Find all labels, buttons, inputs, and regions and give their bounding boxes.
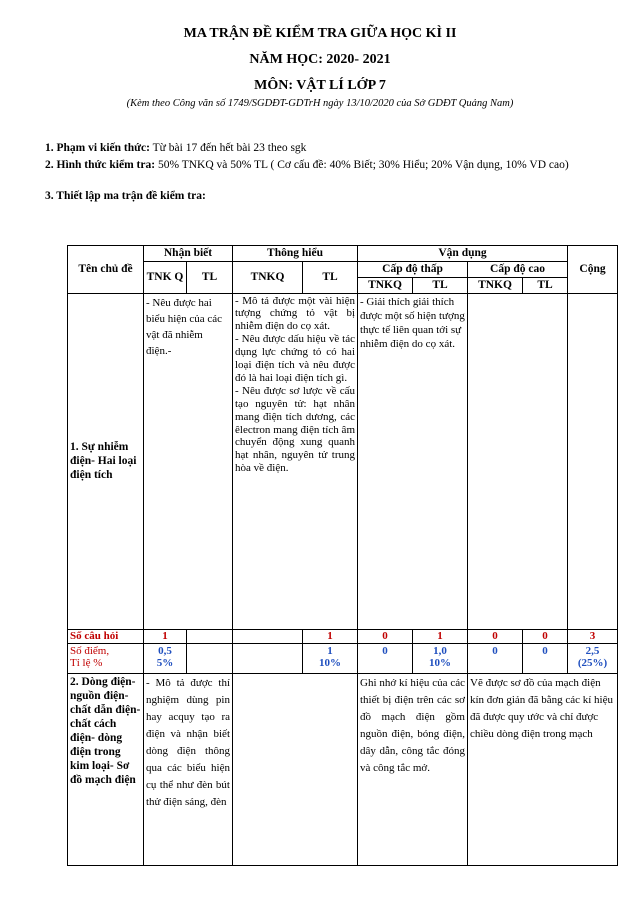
count-cell: 0 bbox=[468, 629, 523, 643]
count-row-label: Số câu hỏi bbox=[68, 629, 144, 643]
rate-value: 10% bbox=[319, 657, 341, 669]
topic-1-know: - Nêu được hai biểu hiện của các vật đã nhiễm điện.- bbox=[144, 293, 233, 629]
topic-1-understand: - Mô tả được một vài hiện tượng chứng tỏ vật bị nhiễm điện do cọ xát. - Nêu được dấu hiệu về tác dụng lực chứng tỏ có hai loại điện tích và nêu được đó là hai loại điện tích gì. - Nêu được sơ lược về cấu tạo nguyên tử: hạt nhân mang điện tích dương, các êlectron mang điện tích âm chuyển động xung quanh hạt nhân, nguyên tử trung hòa về điện. bbox=[233, 293, 358, 629]
topic-2: 2. Dòng điện-nguồn điện- chất dẫn điện- chất cách điện- dòng điện trong kim loại- Sơ đồ mạch điện bbox=[68, 673, 144, 865]
topic-2-understand bbox=[233, 673, 358, 865]
score-cell bbox=[187, 643, 233, 673]
count-cell: 0 bbox=[523, 629, 568, 643]
header-understand-tnkq: TNKQ bbox=[233, 262, 303, 294]
score-value: 0,5 bbox=[158, 644, 172, 657]
header-understand: Thông hiểu bbox=[233, 246, 358, 262]
rate-value: 5% bbox=[156, 657, 174, 669]
score-value: 0 bbox=[382, 644, 388, 657]
score-cell bbox=[144, 643, 187, 673]
section-2-label: 2. Hình thức kiểm tra: bbox=[45, 159, 156, 171]
section-2-text: 50% TNKQ và 50% TL ( Cơ cấu đề: 40% Biết; 30% Hiểu; 20% Vận dụng, 10% VD cao) bbox=[155, 159, 569, 171]
section-2 bbox=[45, 159, 620, 172]
header-apply: Vận dụng bbox=[358, 246, 568, 262]
score-cell bbox=[233, 643, 303, 673]
header-low-level: Cấp độ thấp bbox=[358, 262, 468, 278]
header-total: Cộng bbox=[568, 246, 618, 294]
topic-1-total bbox=[568, 293, 618, 629]
header-topic: Tên chủ đề bbox=[68, 246, 144, 294]
header-know: Nhận biết bbox=[144, 246, 233, 262]
score-cell bbox=[523, 643, 568, 673]
score-cell bbox=[568, 643, 618, 673]
count-cell: 1 bbox=[413, 629, 468, 643]
score-value: 1 bbox=[327, 644, 333, 657]
topic-2-know: - Mô tả được thí nghiệm dùng pin hay acquy tạo ra điện và nhận biết dòng điện thông qua các biểu hiện cụ thể như đèn bút thử điện sáng, đèn bbox=[144, 673, 233, 865]
score-cell bbox=[468, 643, 523, 673]
score-value: 1,0 bbox=[433, 644, 447, 657]
count-cell: 1 bbox=[303, 629, 358, 643]
header-high-tnkq: TNKQ bbox=[468, 278, 523, 294]
header-know-tnkq: TNK Q bbox=[144, 262, 187, 294]
score-value: 0 bbox=[492, 644, 498, 657]
header-low-tnkq: TNKQ bbox=[358, 278, 413, 294]
rate-label: Tỉ lệ % bbox=[70, 657, 103, 669]
title-line-1: MA TRẬN ĐỀ KIỂM TRA GIỮA HỌC KÌ II bbox=[183, 26, 457, 41]
topic-1-low: - Giải thích giải thích được một số hiện tượng thực tế liên quan tới sự nhiễm điện do cọ xát. bbox=[358, 293, 468, 629]
count-cell: 0 bbox=[358, 629, 413, 643]
section-3 bbox=[45, 190, 620, 203]
section-3-label: 3. Thiết lập ma trận đề kiểm tra: bbox=[45, 190, 206, 202]
score-value: 2,5 bbox=[585, 644, 600, 657]
score-label: Số điểm, bbox=[70, 644, 110, 657]
topic-2-high: Vẽ được sơ đồ của mạch điện kín đơn giản đã bằng các kí hiệu đã được quy ước và chỉ được chiều dòng điện trong mạch bbox=[468, 673, 618, 865]
test-matrix-table bbox=[67, 245, 618, 866]
score-cell bbox=[413, 643, 468, 673]
topic-2-low: Ghi nhớ kí hiệu của các thiết bị điện trên các sơ đồ mạch điện gồm nguồn điện, bóng điện, dây dẫn, công tắc đóng và công tắc mở. bbox=[358, 673, 468, 865]
score-cell bbox=[303, 643, 358, 673]
score-row-label bbox=[68, 643, 144, 673]
header-low-tl: TL bbox=[413, 278, 468, 294]
section-1-text: Từ bài 17 đến hết bài 23 theo sgk bbox=[149, 142, 307, 154]
rate-value: 10% bbox=[429, 657, 451, 669]
header-know-tl: TL bbox=[187, 262, 233, 294]
score-cell bbox=[358, 643, 413, 673]
title-line-2: NĂM HỌC: 2020- 2021 bbox=[249, 52, 391, 67]
count-cell: 3 bbox=[568, 629, 618, 643]
document-subtitle: (Kèm theo Công văn số 1749/SGDĐT-GDTrH ngày 13/10/2020 của Sở GDĐT Quảng Nam) bbox=[126, 98, 514, 109]
title-line-3: MÔN: VẬT LÍ LỚP 7 bbox=[254, 78, 386, 93]
count-cell bbox=[187, 629, 233, 643]
rate-value: (25%) bbox=[577, 657, 608, 669]
header-understand-tl: TL bbox=[303, 262, 358, 294]
section-1 bbox=[45, 142, 620, 155]
section-1-label: 1. Phạm vi kiến thức: bbox=[45, 142, 150, 154]
topic-1-high bbox=[468, 293, 568, 629]
count-cell: 1 bbox=[144, 629, 187, 643]
header-high-level: Cấp độ cao bbox=[468, 262, 568, 278]
count-cell bbox=[233, 629, 303, 643]
topic-1: 1. Sự nhiễm điện- Hai loại điện tích bbox=[68, 293, 144, 629]
header-high-tl: TL bbox=[523, 278, 568, 294]
score-value: 0 bbox=[542, 644, 548, 657]
